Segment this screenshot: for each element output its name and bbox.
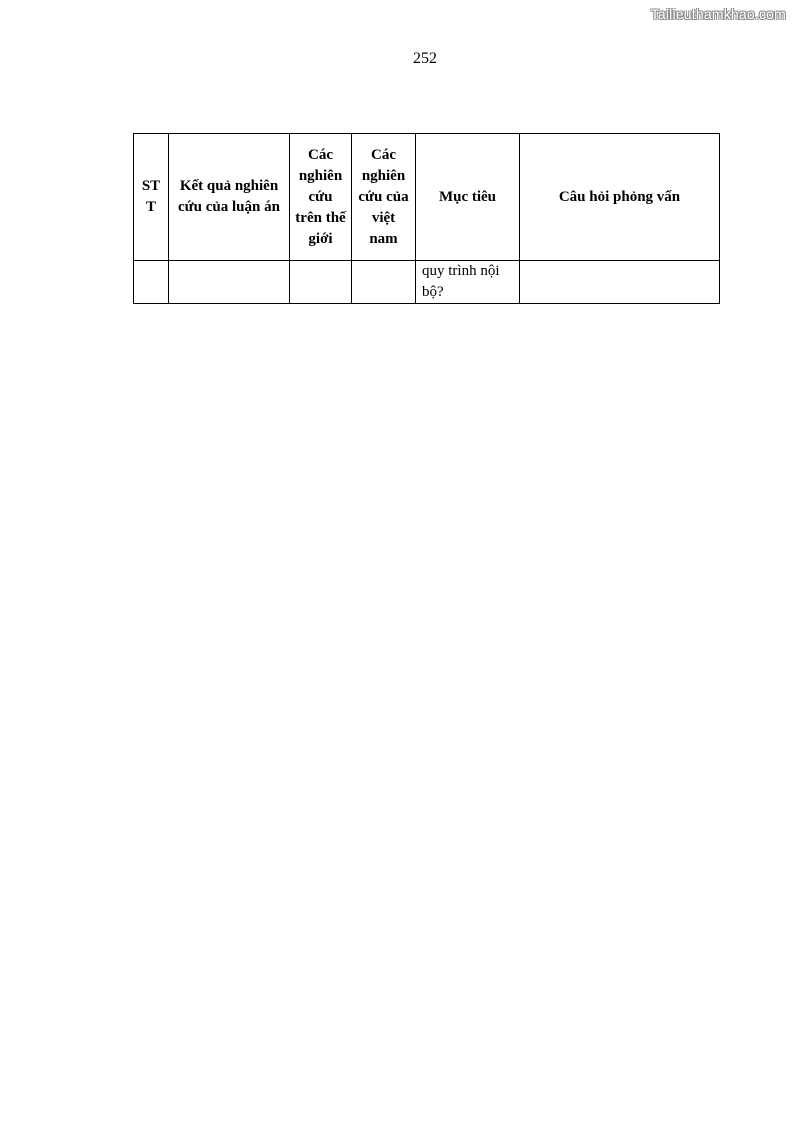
header-ket-qua: Kết quả nghiên cứu của luận án: [169, 134, 290, 261]
header-viet-nam: Các nghiên cứu của việt nam: [352, 134, 416, 261]
cell-muc-tieu: quy trình nội bộ?: [416, 261, 520, 304]
cell-stt: [134, 261, 169, 304]
page-number: 252: [413, 50, 437, 67]
header-muc-tieu: Mục tiêu: [416, 134, 520, 261]
header-cau-hoi: Câu hỏi phỏng vấn: [520, 134, 720, 261]
header-the-gioi: Các nghiên cứu trên thế giới: [290, 134, 352, 261]
watermark-logo: Tailieuthamkhao.com: [650, 6, 786, 22]
cell-ket-qua: [169, 261, 290, 304]
cell-the-gioi: [290, 261, 352, 304]
table-header-row: [134, 134, 720, 261]
header-stt: ST T: [134, 134, 169, 261]
table-row: [134, 261, 720, 304]
interview-table: [133, 133, 720, 304]
cell-viet-nam: [352, 261, 416, 304]
cell-cau-hoi: [520, 261, 720, 304]
